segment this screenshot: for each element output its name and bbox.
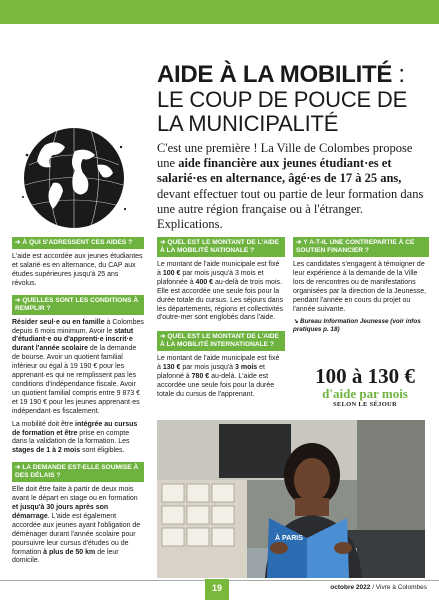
section-heading: ➔ QUELLES SONT LES CONDITIONS À REMPLIR ? bbox=[12, 295, 144, 315]
text-bold: à plus de 50 km bbox=[43, 548, 96, 556]
text: prise en compte dans la validation de la formation. bbox=[12, 429, 130, 446]
text: par mois jusqu'à bbox=[180, 364, 236, 372]
text-bold: intégrée au cursus de formation et être bbox=[12, 420, 138, 437]
text-bold: Résider seul·e ou en famille bbox=[12, 318, 105, 326]
intro-paragraph bbox=[157, 141, 427, 232]
footer-issue bbox=[330, 584, 427, 591]
highlight-sub: d'aide par mois bbox=[322, 386, 408, 401]
section-heading: ➔ À QUI S'ADRESSENT CES AIDES ? bbox=[12, 237, 144, 249]
section-text bbox=[157, 355, 285, 400]
text: par mois jusqu'à 3 mois et plafonnée à bbox=[157, 269, 264, 286]
article-title bbox=[157, 62, 405, 88]
book-cover-text: À PARIS bbox=[275, 535, 303, 542]
footer-date: octobre 2022 bbox=[330, 584, 371, 591]
text-bold: 130 € bbox=[162, 364, 181, 372]
section-text bbox=[12, 421, 144, 457]
column-3 bbox=[293, 237, 429, 338]
column-1 bbox=[12, 237, 144, 570]
text: à Colombes depuis 6 mois minimum. Avoir le bbox=[12, 318, 144, 335]
title-main: AIDE À LA MOBILITÉ bbox=[157, 61, 393, 88]
section-text bbox=[157, 261, 285, 323]
section-heading: ➔ QUEL EST LE MONTANT DE L'AIDE À LA MOBILITÉ NATIONALE ? bbox=[157, 237, 285, 257]
footer-magazine: / Vivre à Colombes bbox=[370, 584, 427, 591]
text: La mobilité doit être bbox=[12, 420, 76, 428]
text-bold: stages de 1 à 2 mois bbox=[12, 447, 81, 455]
text: Les bbox=[118, 438, 130, 446]
student-reading-photo bbox=[157, 420, 425, 578]
info-reference: ↘ Bureau Information Jeunesse (voir infos pratiques p. 18) bbox=[293, 318, 421, 334]
text-bold: statut d'étudiant·e ou d'apprenti·e inscrit·e durant l'année scolaire bbox=[12, 327, 134, 353]
text-bold: et jusqu'à 30 jours après son démarrage bbox=[12, 504, 109, 520]
text: Le montant de l'aide municipale est fixé à bbox=[157, 261, 280, 277]
article-subtitle: LE COUP DE POUCE DE LA MUNICIPALITÉ bbox=[157, 87, 408, 136]
column-2 bbox=[157, 237, 285, 404]
section-heading: ➔ LA DEMANDE EST-ELLE SOUMISE À DES DÉLAIS ? bbox=[12, 462, 144, 482]
text: au-delà de trois mois. Elle est accordée une seule fois pour la durée totale du cursus. Les séjours dans les départements, régions et collectivités d'outre-mer sont englobés dans l'aide. bbox=[157, 278, 284, 322]
section-text bbox=[12, 319, 144, 417]
highlight-box bbox=[300, 365, 430, 410]
text-bold: 100 € bbox=[162, 269, 181, 277]
intro-text-1: C'est une première ! La Ville de Colombes propose une bbox=[157, 141, 413, 171]
text: Le montant de l'aide municipale est fixé à bbox=[157, 355, 280, 372]
text: de leur domicile. bbox=[12, 548, 119, 565]
text: . L'aide est également accordée aux jeunes ayant l'obligation de déménager durant l'année scolaire pour poursuivre leur cursus d'études ou de formation bbox=[12, 512, 141, 556]
highlight-amount: 100 à 130 € bbox=[315, 364, 415, 388]
globe-illustration bbox=[17, 125, 132, 230]
text: au-delà. L'aide est accordée une seule fois pour la durée totale du cursus de l'apprenant. bbox=[157, 373, 275, 398]
page-number: 19 bbox=[205, 579, 229, 600]
section-heading: ➔ Y A-T-IL UNE CONTREPARTIE À CE SOUTIEN FINANCIER ? bbox=[293, 237, 429, 257]
intro-text-2: devant effectuer tout ou partie de leur formation dans une autre région française ou à l'étranger. Explications. bbox=[157, 186, 424, 232]
text-bold: 3 mois bbox=[235, 364, 258, 372]
title-colon: : bbox=[392, 61, 405, 88]
text-bold: 400 € bbox=[195, 278, 214, 286]
text: sont éligibles. bbox=[80, 447, 125, 455]
highlight-note: SELON LE SÉJOUR bbox=[332, 401, 398, 408]
text: et plafonné à bbox=[157, 364, 265, 381]
top-color-bar bbox=[0, 0, 439, 24]
section-heading: ➔ QUEL EST LE MONTANT DE L'AIDE À LA MOBILITÉ INTERNATIONALE ? bbox=[157, 331, 285, 351]
text-bold: 780 € bbox=[191, 373, 210, 381]
section-text: Les candidates s'engagent à témoigner de leur expérience à la demande de la Ville lors de rencontres ou de manifestations organisées par la direction de la Jeunesse, pendant l'année en cours du projet ou l'année suivante. bbox=[293, 261, 427, 313]
section-text bbox=[12, 486, 144, 566]
section-text: L'aide est accordée aux jeunes étudiantes et salarié·es en alternance, du CAP aux études supérieures jusqu'à 25 ans révolus. bbox=[12, 253, 143, 287]
intro-text-bold: aide financière aux jeunes étudiant·es et salarié·es en alternance, âgé·es de 17 à 25 ans, bbox=[157, 156, 402, 186]
text: de la demande de bourse. Avoir un quotient familial inférieur ou égal à 19 190 € pour les apprenant·es qui ne remplissent pas les conditions d'indépendance fiscale. Avoir un quotient familial compris entre 9 873 € et 19 190 € pour les jeunes apprenant·es indépendant·es fiscalement. bbox=[12, 345, 141, 415]
text: Elle doit être faite à partir de deux mois avant le départ en stage ou en formation bbox=[12, 486, 138, 503]
